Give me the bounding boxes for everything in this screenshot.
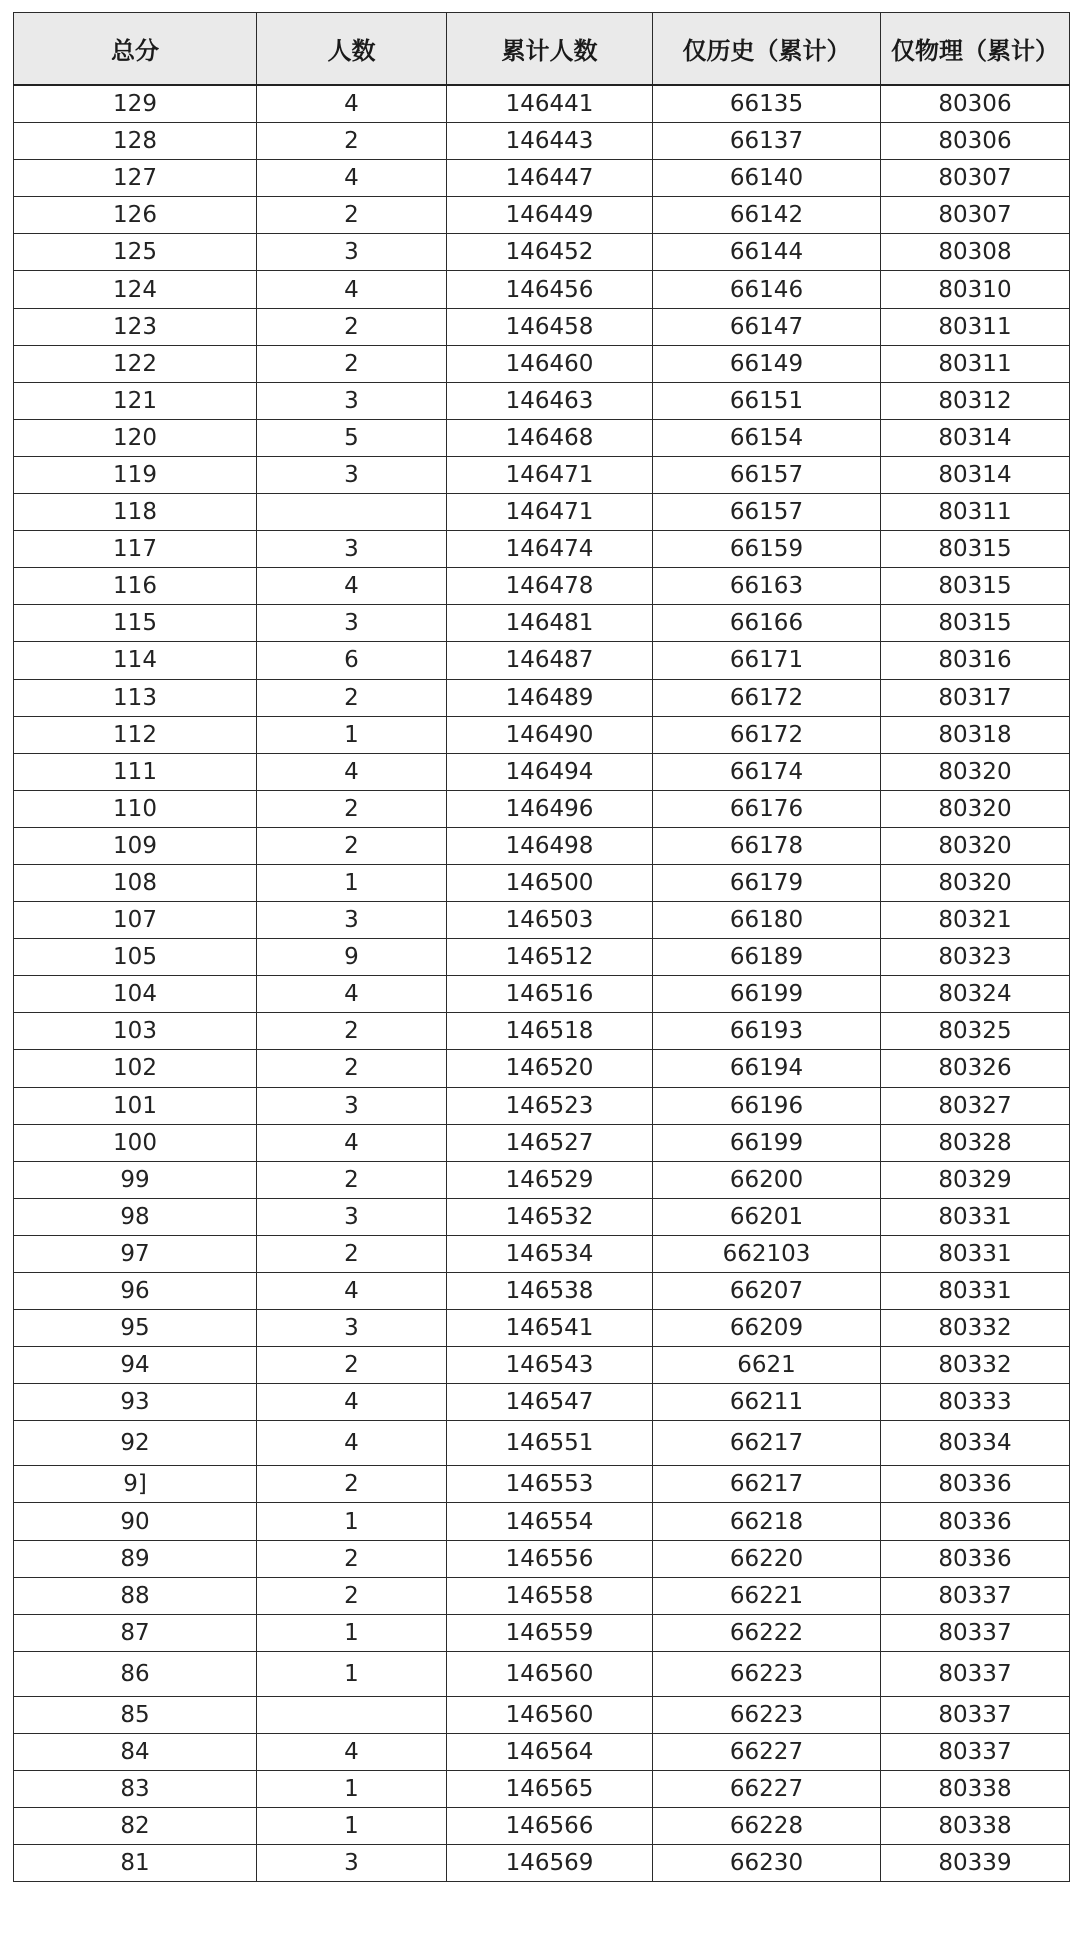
table-row: [14, 1013, 1070, 1050]
cell-cumulative-count: 146551: [447, 1421, 653, 1466]
cell-cumulative-count: 146478: [447, 568, 653, 605]
cell-count: [257, 494, 447, 531]
cell-physics-cumulative: 80327: [881, 1087, 1070, 1124]
cell-cumulative-count: 146443: [447, 123, 653, 160]
cell-physics-cumulative: 80320: [881, 790, 1070, 827]
cell-total-score: 88: [14, 1577, 257, 1614]
cell-physics-cumulative: 80307: [881, 160, 1070, 197]
table-row: [14, 1050, 1070, 1087]
cell-cumulative-count: 146452: [447, 234, 653, 271]
cell-physics-cumulative: 80336: [881, 1466, 1070, 1503]
cell-physics-cumulative: 80324: [881, 976, 1070, 1013]
table-row: [14, 790, 1070, 827]
cell-total-score: 124: [14, 271, 257, 308]
cell-history-cumulative: 66223: [653, 1651, 881, 1696]
table-row: [14, 1733, 1070, 1770]
cell-total-score: 101: [14, 1087, 257, 1124]
cell-history-cumulative: 66180: [653, 902, 881, 939]
cell-total-score: 125: [14, 234, 257, 271]
cell-history-cumulative: 66223: [653, 1696, 881, 1733]
cell-physics-cumulative: 80329: [881, 1161, 1070, 1198]
cell-cumulative-count: 146534: [447, 1235, 653, 1272]
cell-count: 4: [257, 976, 447, 1013]
cell-total-score: 96: [14, 1273, 257, 1310]
cell-physics-cumulative: 80333: [881, 1384, 1070, 1421]
cell-count: 5: [257, 419, 447, 456]
cell-cumulative-count: 146565: [447, 1771, 653, 1808]
cell-physics-cumulative: 80337: [881, 1696, 1070, 1733]
cell-cumulative-count: 146456: [447, 271, 653, 308]
table-row: [14, 456, 1070, 493]
cell-physics-cumulative: 80337: [881, 1651, 1070, 1696]
cell-total-score: 89: [14, 1540, 257, 1577]
cell-cumulative-count: 146512: [447, 939, 653, 976]
cell-history-cumulative: 6621: [653, 1347, 881, 1384]
table-row: [14, 197, 1070, 234]
cell-total-score: 113: [14, 679, 257, 716]
cell-count: 3: [257, 234, 447, 271]
cell-count: 2: [257, 827, 447, 864]
cell-count: 3: [257, 1310, 447, 1347]
cell-history-cumulative: 66178: [653, 827, 881, 864]
cell-history-cumulative: 66222: [653, 1614, 881, 1651]
table-row: [14, 1124, 1070, 1161]
cell-cumulative-count: 146527: [447, 1124, 653, 1161]
cell-count: 4: [257, 1733, 447, 1770]
cell-total-score: 81: [14, 1845, 257, 1882]
cell-total-score: 117: [14, 531, 257, 568]
cell-total-score: 108: [14, 864, 257, 901]
cell-total-score: 92: [14, 1421, 257, 1466]
table-row: [14, 1503, 1070, 1540]
cell-history-cumulative: 66189: [653, 939, 881, 976]
cell-history-cumulative: 66179: [653, 864, 881, 901]
cell-count: 2: [257, 197, 447, 234]
cell-history-cumulative: 66227: [653, 1733, 881, 1770]
cell-cumulative-count: 146516: [447, 976, 653, 1013]
cell-cumulative-count: 146471: [447, 494, 653, 531]
cell-history-cumulative: 66193: [653, 1013, 881, 1050]
cell-cumulative-count: 146441: [447, 85, 653, 123]
table-header-row: [14, 13, 1070, 86]
table-row: [14, 753, 1070, 790]
cell-physics-cumulative: 80314: [881, 419, 1070, 456]
cell-physics-cumulative: 80320: [881, 827, 1070, 864]
cell-total-score: 98: [14, 1198, 257, 1235]
cell-history-cumulative: 66166: [653, 605, 881, 642]
cell-count: 4: [257, 1421, 447, 1466]
cell-cumulative-count: 146520: [447, 1050, 653, 1087]
table-row: [14, 1577, 1070, 1614]
header-count: 人数: [257, 13, 447, 86]
cell-cumulative-count: 146487: [447, 642, 653, 679]
cell-count: 2: [257, 1466, 447, 1503]
cell-physics-cumulative: 80323: [881, 939, 1070, 976]
cell-physics-cumulative: 80316: [881, 642, 1070, 679]
cell-cumulative-count: 146503: [447, 902, 653, 939]
cell-total-score: 86: [14, 1651, 257, 1696]
cell-count: 1: [257, 1614, 447, 1651]
cell-history-cumulative: 66146: [653, 271, 881, 308]
cell-physics-cumulative: 80308: [881, 234, 1070, 271]
table-row: [14, 1466, 1070, 1503]
cell-physics-cumulative: 80311: [881, 345, 1070, 382]
table-row: [14, 308, 1070, 345]
cell-history-cumulative: 66218: [653, 1503, 881, 1540]
cell-physics-cumulative: 80306: [881, 123, 1070, 160]
cell-history-cumulative: 662103: [653, 1235, 881, 1272]
cell-total-score: 114: [14, 642, 257, 679]
table-row: [14, 1161, 1070, 1198]
cell-total-score: 9]: [14, 1466, 257, 1503]
cell-cumulative-count: 146538: [447, 1273, 653, 1310]
cell-count: 2: [257, 1050, 447, 1087]
cell-total-score: 94: [14, 1347, 257, 1384]
table-row: [14, 864, 1070, 901]
cell-total-score: 120: [14, 419, 257, 456]
cell-cumulative-count: 146554: [447, 1503, 653, 1540]
cell-history-cumulative: 66194: [653, 1050, 881, 1087]
cell-cumulative-count: 146569: [447, 1845, 653, 1882]
cell-cumulative-count: 146490: [447, 716, 653, 753]
cell-cumulative-count: 146498: [447, 827, 653, 864]
cell-cumulative-count: 146458: [447, 308, 653, 345]
table-row: [14, 1696, 1070, 1733]
cell-physics-cumulative: 80332: [881, 1347, 1070, 1384]
cell-history-cumulative: 66147: [653, 308, 881, 345]
cell-physics-cumulative: 80311: [881, 494, 1070, 531]
cell-count: 3: [257, 1845, 447, 1882]
cell-cumulative-count: 146560: [447, 1696, 653, 1733]
header-cumulative-count: 累计人数: [447, 13, 653, 86]
cell-count: 3: [257, 1087, 447, 1124]
cell-cumulative-count: 146449: [447, 197, 653, 234]
table-row: [14, 679, 1070, 716]
cell-history-cumulative: 66157: [653, 494, 881, 531]
cell-physics-cumulative: 80331: [881, 1273, 1070, 1310]
cell-history-cumulative: 66196: [653, 1087, 881, 1124]
cell-cumulative-count: 146556: [447, 1540, 653, 1577]
cell-history-cumulative: 66151: [653, 382, 881, 419]
table-row: [14, 827, 1070, 864]
table-row: [14, 494, 1070, 531]
cell-count: 2: [257, 345, 447, 382]
cell-history-cumulative: 66230: [653, 1845, 881, 1882]
cell-history-cumulative: 66135: [653, 85, 881, 123]
cell-count: 4: [257, 85, 447, 123]
cell-total-score: 97: [14, 1235, 257, 1272]
table-row: [14, 1087, 1070, 1124]
cell-total-score: 95: [14, 1310, 257, 1347]
cell-physics-cumulative: 80314: [881, 456, 1070, 493]
table-row: [14, 419, 1070, 456]
table-row: [14, 234, 1070, 271]
cell-cumulative-count: 146474: [447, 531, 653, 568]
cell-history-cumulative: 66140: [653, 160, 881, 197]
cell-total-score: 107: [14, 902, 257, 939]
cell-total-score: 129: [14, 85, 257, 123]
cell-count: 4: [257, 1384, 447, 1421]
cell-physics-cumulative: 80306: [881, 85, 1070, 123]
cell-history-cumulative: 66209: [653, 1310, 881, 1347]
header-physics-only-cumulative: 仅物理（累计）: [881, 13, 1070, 86]
cell-physics-cumulative: 80320: [881, 753, 1070, 790]
cell-cumulative-count: 146558: [447, 1577, 653, 1614]
cell-total-score: 123: [14, 308, 257, 345]
header-total-score: 总分: [14, 13, 257, 86]
cell-count: 2: [257, 1161, 447, 1198]
cell-history-cumulative: 66207: [653, 1273, 881, 1310]
cell-physics-cumulative: 80326: [881, 1050, 1070, 1087]
cell-total-score: 102: [14, 1050, 257, 1087]
cell-cumulative-count: 146559: [447, 1614, 653, 1651]
cell-history-cumulative: 66172: [653, 716, 881, 753]
cell-total-score: 90: [14, 1503, 257, 1540]
cell-count: 4: [257, 753, 447, 790]
cell-physics-cumulative: 80317: [881, 679, 1070, 716]
cell-count: 2: [257, 1347, 447, 1384]
cell-history-cumulative: 66142: [653, 197, 881, 234]
cell-physics-cumulative: 80325: [881, 1013, 1070, 1050]
table-row: [14, 1808, 1070, 1845]
cell-count: 2: [257, 679, 447, 716]
cell-history-cumulative: 66159: [653, 531, 881, 568]
cell-total-score: 93: [14, 1384, 257, 1421]
cell-total-score: 126: [14, 197, 257, 234]
cell-count: 4: [257, 1124, 447, 1161]
cell-history-cumulative: 66157: [653, 456, 881, 493]
cell-physics-cumulative: 80307: [881, 197, 1070, 234]
cell-cumulative-count: 146468: [447, 419, 653, 456]
cell-physics-cumulative: 80320: [881, 864, 1070, 901]
cell-count: 3: [257, 531, 447, 568]
cell-physics-cumulative: 80338: [881, 1771, 1070, 1808]
table-row: [14, 642, 1070, 679]
cell-physics-cumulative: 80337: [881, 1577, 1070, 1614]
cell-total-score: 100: [14, 1124, 257, 1161]
cell-physics-cumulative: 80331: [881, 1235, 1070, 1272]
table-row: [14, 1198, 1070, 1235]
cell-history-cumulative: 66137: [653, 123, 881, 160]
table-row: [14, 531, 1070, 568]
cell-history-cumulative: 66171: [653, 642, 881, 679]
cell-count: 1: [257, 1771, 447, 1808]
cell-total-score: 115: [14, 605, 257, 642]
cell-count: 2: [257, 1013, 447, 1050]
cell-total-score: 121: [14, 382, 257, 419]
cell-total-score: 112: [14, 716, 257, 753]
cell-cumulative-count: 146481: [447, 605, 653, 642]
cell-total-score: 104: [14, 976, 257, 1013]
cell-count: 1: [257, 1503, 447, 1540]
cell-total-score: 103: [14, 1013, 257, 1050]
cell-history-cumulative: 66201: [653, 1198, 881, 1235]
cell-cumulative-count: 146566: [447, 1808, 653, 1845]
cell-total-score: 83: [14, 1771, 257, 1808]
cell-physics-cumulative: 80338: [881, 1808, 1070, 1845]
cell-cumulative-count: 146529: [447, 1161, 653, 1198]
table-row: [14, 976, 1070, 1013]
score-distribution-table: [13, 12, 1070, 1882]
cell-total-score: 127: [14, 160, 257, 197]
cell-cumulative-count: 146447: [447, 160, 653, 197]
cell-physics-cumulative: 80339: [881, 1845, 1070, 1882]
header-history-only-cumulative: 仅历史（累计）: [653, 13, 881, 86]
cell-physics-cumulative: 80337: [881, 1733, 1070, 1770]
table-row: [14, 160, 1070, 197]
table-row: [14, 1310, 1070, 1347]
table-row: [14, 1235, 1070, 1272]
table-row: [14, 1771, 1070, 1808]
cell-total-score: 105: [14, 939, 257, 976]
table-row: [14, 568, 1070, 605]
cell-physics-cumulative: 80337: [881, 1614, 1070, 1651]
cell-history-cumulative: 66221: [653, 1577, 881, 1614]
cell-total-score: 87: [14, 1614, 257, 1651]
table-row: [14, 271, 1070, 308]
cell-physics-cumulative: 80315: [881, 531, 1070, 568]
cell-total-score: 99: [14, 1161, 257, 1198]
table-row: [14, 345, 1070, 382]
cell-history-cumulative: 66200: [653, 1161, 881, 1198]
cell-total-score: 111: [14, 753, 257, 790]
cell-history-cumulative: 66174: [653, 753, 881, 790]
cell-cumulative-count: 146532: [447, 1198, 653, 1235]
cell-cumulative-count: 146518: [447, 1013, 653, 1050]
cell-total-score: 85: [14, 1696, 257, 1733]
cell-count: 1: [257, 864, 447, 901]
cell-physics-cumulative: 80332: [881, 1310, 1070, 1347]
table-row: [14, 1614, 1070, 1651]
table-row: [14, 1845, 1070, 1882]
cell-count: 4: [257, 271, 447, 308]
cell-cumulative-count: 146500: [447, 864, 653, 901]
cell-history-cumulative: 66172: [653, 679, 881, 716]
cell-cumulative-count: 146463: [447, 382, 653, 419]
cell-total-score: 109: [14, 827, 257, 864]
cell-physics-cumulative: 80336: [881, 1540, 1070, 1577]
cell-history-cumulative: 66199: [653, 976, 881, 1013]
cell-count: 3: [257, 456, 447, 493]
table-row: [14, 85, 1070, 123]
cell-cumulative-count: 146471: [447, 456, 653, 493]
cell-count: 2: [257, 790, 447, 827]
table-row: [14, 939, 1070, 976]
cell-history-cumulative: 66149: [653, 345, 881, 382]
score-distribution-table-container: [13, 12, 1069, 1882]
table-row: [14, 605, 1070, 642]
cell-count: [257, 1696, 447, 1733]
cell-total-score: 122: [14, 345, 257, 382]
cell-cumulative-count: 146547: [447, 1384, 653, 1421]
cell-history-cumulative: 66220: [653, 1540, 881, 1577]
table-row: [14, 1384, 1070, 1421]
cell-cumulative-count: 146541: [447, 1310, 653, 1347]
cell-physics-cumulative: 80315: [881, 568, 1070, 605]
cell-count: 4: [257, 568, 447, 605]
cell-physics-cumulative: 80331: [881, 1198, 1070, 1235]
cell-total-score: 116: [14, 568, 257, 605]
cell-physics-cumulative: 80321: [881, 902, 1070, 939]
cell-count: 9: [257, 939, 447, 976]
cell-count: 2: [257, 1540, 447, 1577]
cell-count: 3: [257, 1198, 447, 1235]
cell-count: 3: [257, 902, 447, 939]
cell-history-cumulative: 66217: [653, 1466, 881, 1503]
cell-count: 1: [257, 1808, 447, 1845]
cell-history-cumulative: 66228: [653, 1808, 881, 1845]
cell-history-cumulative: 66199: [653, 1124, 881, 1161]
cell-total-score: 84: [14, 1733, 257, 1770]
table-row: [14, 1651, 1070, 1696]
cell-history-cumulative: 66211: [653, 1384, 881, 1421]
cell-cumulative-count: 146560: [447, 1651, 653, 1696]
cell-count: 3: [257, 382, 447, 419]
cell-history-cumulative: 66217: [653, 1421, 881, 1466]
cell-count: 2: [257, 308, 447, 345]
cell-history-cumulative: 66176: [653, 790, 881, 827]
cell-cumulative-count: 146543: [447, 1347, 653, 1384]
cell-physics-cumulative: 80315: [881, 605, 1070, 642]
cell-physics-cumulative: 80311: [881, 308, 1070, 345]
cell-total-score: 82: [14, 1808, 257, 1845]
cell-cumulative-count: 146494: [447, 753, 653, 790]
cell-count: 2: [257, 1235, 447, 1272]
cell-history-cumulative: 66227: [653, 1771, 881, 1808]
cell-physics-cumulative: 80318: [881, 716, 1070, 753]
cell-count: 2: [257, 123, 447, 160]
cell-cumulative-count: 146460: [447, 345, 653, 382]
cell-physics-cumulative: 80334: [881, 1421, 1070, 1466]
cell-count: 2: [257, 1577, 447, 1614]
cell-physics-cumulative: 80328: [881, 1124, 1070, 1161]
cell-cumulative-count: 146489: [447, 679, 653, 716]
table-row: [14, 902, 1070, 939]
table-row: [14, 123, 1070, 160]
table-body: [14, 85, 1070, 1882]
cell-count: 6: [257, 642, 447, 679]
cell-count: 1: [257, 1651, 447, 1696]
cell-cumulative-count: 146553: [447, 1466, 653, 1503]
cell-history-cumulative: 66154: [653, 419, 881, 456]
cell-cumulative-count: 146523: [447, 1087, 653, 1124]
cell-history-cumulative: 66144: [653, 234, 881, 271]
cell-count: 3: [257, 605, 447, 642]
cell-physics-cumulative: 80310: [881, 271, 1070, 308]
cell-count: 4: [257, 1273, 447, 1310]
cell-total-score: 110: [14, 790, 257, 827]
cell-count: 4: [257, 160, 447, 197]
table-row: [14, 716, 1070, 753]
table-row: [14, 1273, 1070, 1310]
cell-count: 1: [257, 716, 447, 753]
cell-total-score: 118: [14, 494, 257, 531]
table-row: [14, 1540, 1070, 1577]
table-row: [14, 382, 1070, 419]
table-row: [14, 1347, 1070, 1384]
cell-total-score: 119: [14, 456, 257, 493]
cell-physics-cumulative: 80312: [881, 382, 1070, 419]
cell-cumulative-count: 146564: [447, 1733, 653, 1770]
table-row: [14, 1421, 1070, 1466]
cell-history-cumulative: 66163: [653, 568, 881, 605]
cell-cumulative-count: 146496: [447, 790, 653, 827]
cell-physics-cumulative: 80336: [881, 1503, 1070, 1540]
cell-total-score: 128: [14, 123, 257, 160]
